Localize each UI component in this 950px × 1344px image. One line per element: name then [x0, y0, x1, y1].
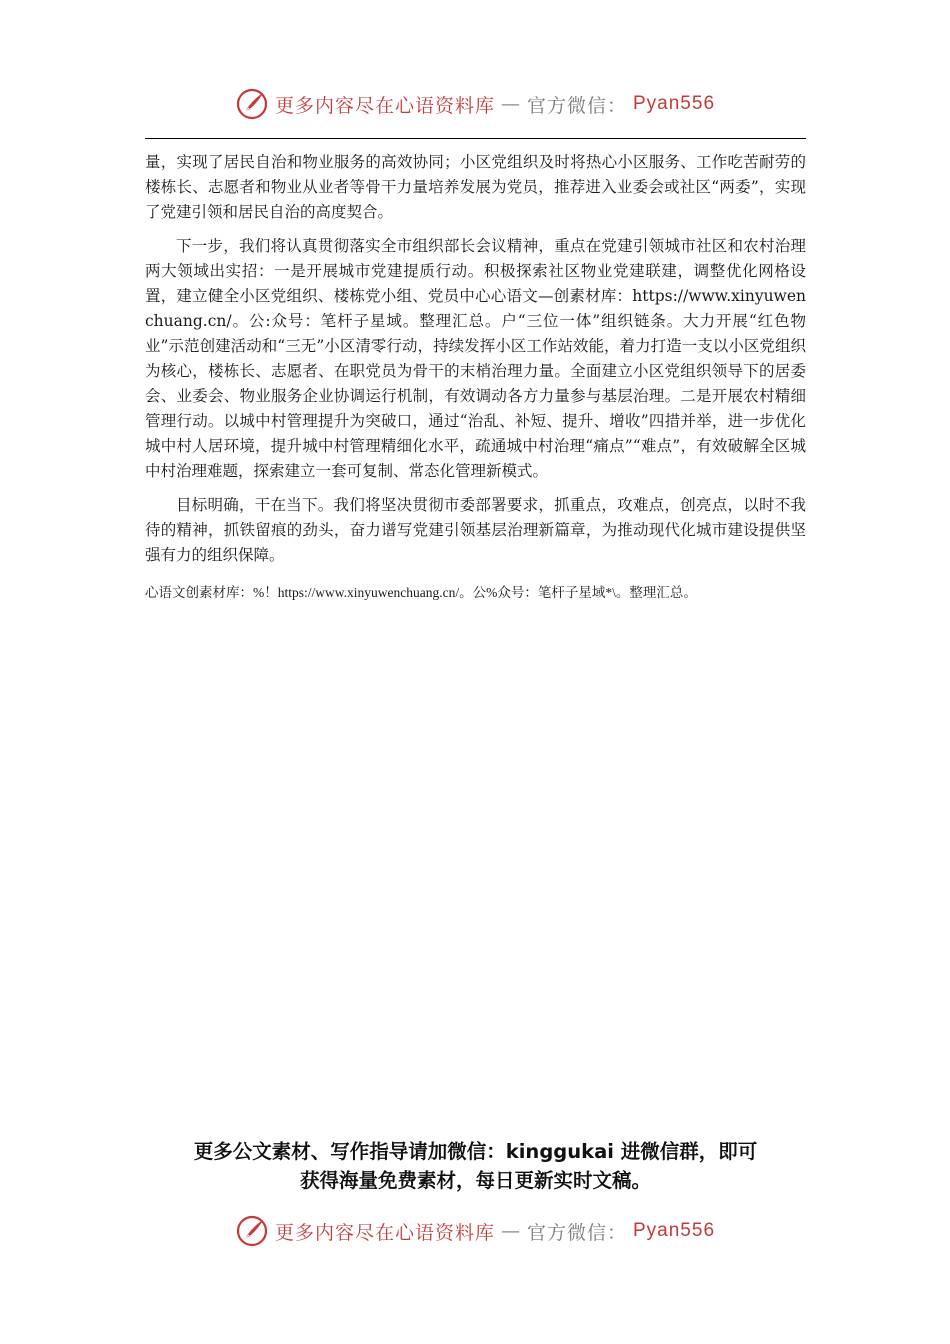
promo-line-2: 获得海量免费素材，每日更新实时文稿。 [299, 1169, 651, 1192]
promo-notice [145, 1137, 806, 1195]
paragraph-1: 量，实现了居民自治和物业服务的高效协同；小区党组织及时将热心小区服务、工作吃苦耐劳的楼栋长、志愿者和物业从业者等骨干力量培养发展为党员，推荐进入业委会或社区“两委”，实现了党建引领和居民自治的高度契合。 [145, 153, 806, 221]
footer-contact-id: Pyan556 [633, 1220, 716, 1241]
header-contact-label: 官方微信： [526, 94, 627, 117]
paragraph-2: 下一步，我们将认真贯彻落实全市组织部长会议精神，重点在党建引领城市社区和农村治理两大领域出实招：一是开展城市党建提质行动。积极探索社区物业党建联建，调整优化网格设置，建立健全小区党组织、楼栋党小组、党员中心心语文—创素材库：https://www.xinyuwenchuang.cn/。公:众号：笔杆子星域。整理汇总。户“三位一体”组织链条。大力开展“红色物业”示范创建活动和“三无”小区清零行动，持续发挥小区工作站效能，着力打造一支以小区党组织为核心，楼栋长、志愿者、在职党员为骨干的末梢治理力量。全面建立小区党组织领导下的居委会、业委会、物业服务企业协调运行机制，有效调动各方力量参与基层治理。二是开展农村精细管理行动。以城中村管理提升为突破口，通过“治乱、补短、提升、增收”四措并举，进一步优化城中村人居环境，提升城中村管理精细化水平，疏通城中村治理“痛点”“难点”，有效破解全区城中村治理难题，探索建立一套可复制、常态化管理新模式。 [145, 237, 806, 480]
header-banner-separator: — [500, 93, 521, 115]
quill-logo-icon [235, 1214, 269, 1248]
header-banner [0, 84, 950, 124]
paragraph-3: 目标明确，干在当下。我们将坚决贯彻市委部署要求，抓重点，攻难点，创亮点，以时不我待的精神，抓铁留痕的劲头，奋力谱写党建引领基层治理新篇章，为推动现代化城市建设提供坚强有力的组织保障。 [145, 496, 806, 564]
footer-banner-title: 更多内容尽在心语资料库 [274, 1221, 495, 1244]
document-body [145, 150, 806, 605]
header-divider [145, 138, 806, 139]
promo-line-1: 更多公文素材、写作指导请加微信：kinggukai 进微信群，即可 [193, 1140, 758, 1163]
footer-banner-separator: — [500, 1220, 521, 1242]
header-banner-title: 更多内容尽在心语资料库 [274, 94, 495, 117]
header-contact-id: Pyan556 [633, 93, 716, 114]
source-footnote: 心语文创素材库：%！https://www.xinyuwenchuang.cn/。公%众号：笔杆子星域*\。整理汇总。 [145, 585, 697, 600]
footer-contact-label: 官方微信： [526, 1221, 627, 1244]
quill-logo-icon [235, 87, 269, 121]
footer-banner [0, 1211, 950, 1251]
